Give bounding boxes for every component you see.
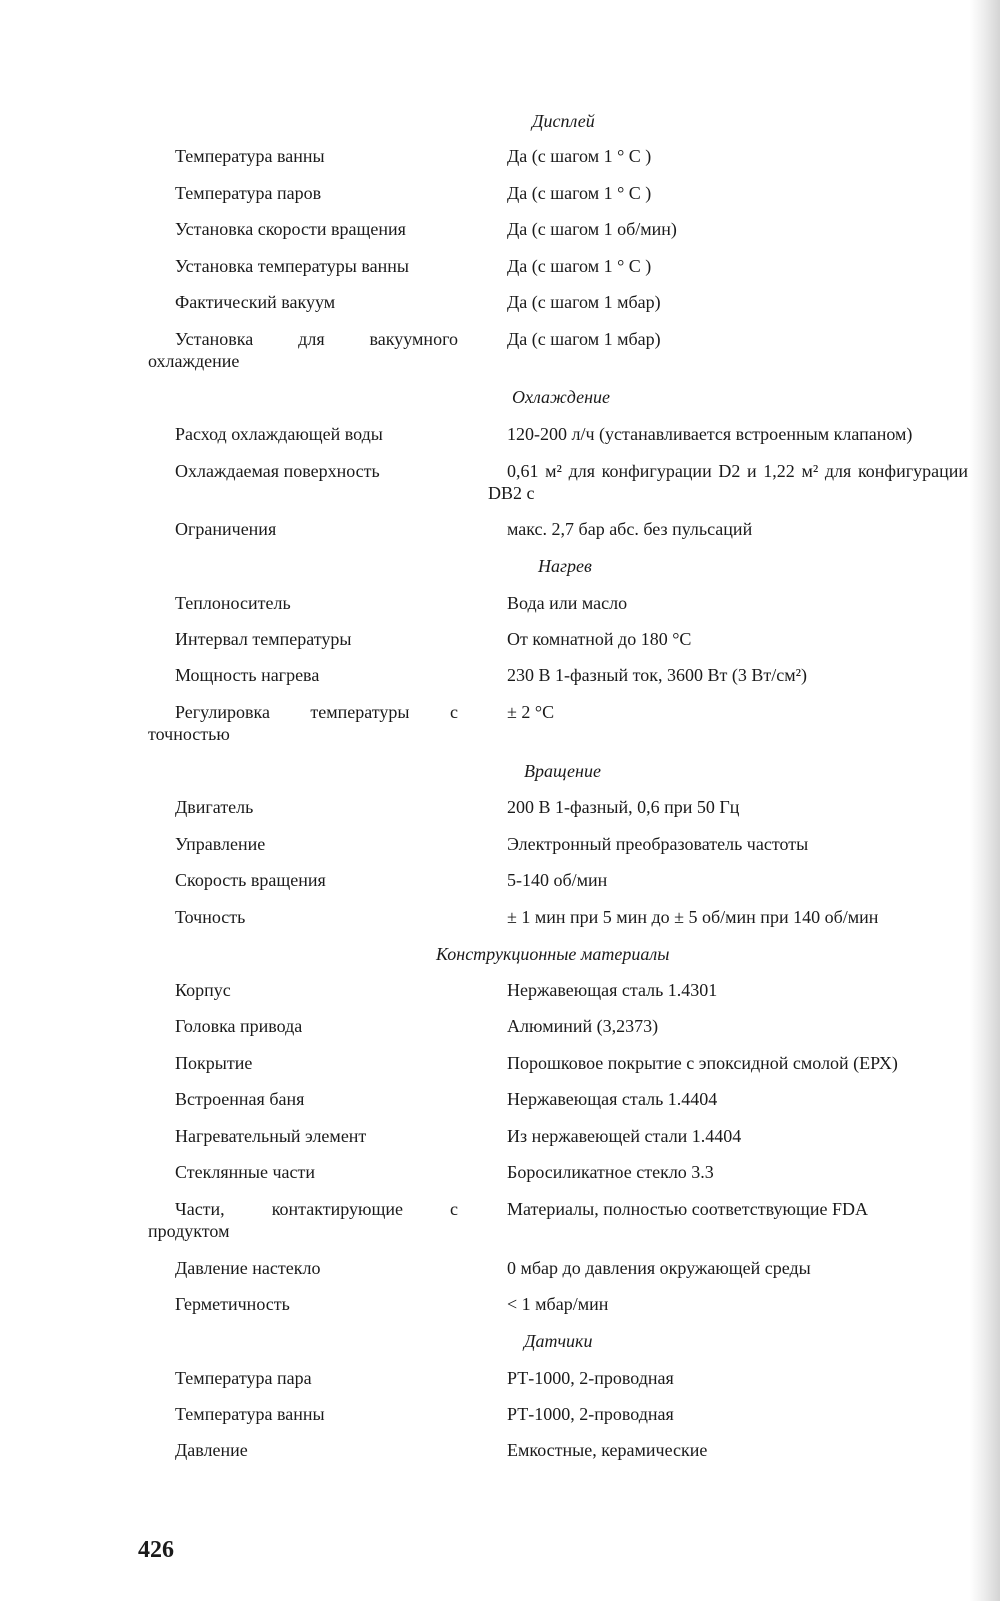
spec-value: Порошковое покрытие с эпоксидной смолой (ЕРХ) [507, 1053, 898, 1073]
spec-value: 120-200 л/ч (устанавливается встроенным клапаном) [507, 424, 913, 444]
spec-value: Да (с шагом 1 ° С ) [507, 256, 652, 276]
spec-label: Фактический вакуум [175, 292, 336, 312]
spec-label: Части, контактирующие с продуктом [148, 1199, 458, 1241]
spec-label: Стеклянные части [175, 1162, 316, 1182]
spec-label: Интервал температуры [175, 629, 352, 649]
spec-value: 0,61 м² для конфигурации D2 и 1,22 м² для конфигурации DB2 с [488, 461, 968, 503]
section-heading-materials: Конструкционные материалы [436, 944, 670, 964]
spec-label: Покрытие [175, 1053, 253, 1073]
spec-value: РТ-1000, 2-проводная [507, 1368, 674, 1388]
spec-value: Материалы, полностью соответствующие FDA [507, 1199, 868, 1219]
spec-value: ± 2 °С [507, 702, 555, 722]
spec-label: Герметичность [175, 1294, 290, 1314]
spec-value: Да (с шагом 1 об/мин) [507, 219, 677, 239]
spec-value: Да (с шагом 1 мбар) [507, 329, 661, 349]
spec-value: РТ-1000, 2-проводная [507, 1404, 674, 1424]
spec-value: Да (с шагом 1 мбар) [507, 292, 661, 312]
spec-label: Теплоноситель [175, 593, 291, 613]
spec-label: Управление [175, 834, 266, 854]
spec-label: Встроенная баня [175, 1089, 305, 1109]
spec-value: Емкостные, керамические [507, 1440, 708, 1460]
spec-label: Давление [175, 1440, 248, 1460]
spec-label: Двигатель [175, 797, 254, 817]
spec-label: Установка для вакуумного охлаждение [148, 329, 458, 371]
spec-value: 0 мбар до давления окружающей среды [507, 1258, 811, 1278]
spec-value: Из нержавеющей стали 1.4404 [507, 1126, 742, 1146]
spec-value: Да (с шагом 1 ° С ) [507, 183, 652, 203]
spec-label: Давление настекло [175, 1258, 321, 1278]
spec-value: Боросиликатное стекло 3.3 [507, 1162, 714, 1182]
spec-label: Охлаждаемая поверхность [175, 461, 380, 481]
spec-value: Нержавеющая сталь 1.4301 [507, 980, 718, 1000]
spec-label: Нагревательный элемент [175, 1126, 367, 1146]
spec-label: Регулировка температуры с точностью [148, 702, 458, 744]
spec-value: Вода или масло [507, 593, 628, 613]
spec-value: макс. 2,7 бар абс. без пульсаций [507, 519, 753, 539]
spec-value: 200 В 1-фазный, 0,6 при 50 Гц [507, 797, 740, 817]
spec-label: Мощность нагрева [175, 665, 320, 685]
section-heading-display: Дисплей [532, 111, 595, 131]
spec-label: Скорость вращения [175, 870, 326, 890]
spec-value: 5-140 об/мин [507, 870, 608, 890]
spec-label: Температура пара [175, 1368, 312, 1388]
spec-label: Установка скорости вращения [175, 219, 406, 239]
section-heading-heating: Нагрев [538, 556, 592, 576]
spec-label: Расход охлаждающей воды [175, 424, 383, 444]
spec-value: Электронный преобразователь частоты [507, 834, 809, 854]
section-heading-rotation: Вращение [524, 761, 601, 781]
spec-value: От комнатной до 180 °С [507, 629, 692, 649]
spec-label: Точность [175, 907, 246, 927]
section-heading-sensors: Датчики [524, 1331, 593, 1351]
spec-label: Корпус [175, 980, 231, 1000]
page-number: 426 [138, 1537, 174, 1563]
spec-label: Головка привода [175, 1016, 303, 1036]
spec-value: 230 В 1-фазный ток, 3600 Вт (3 Вт/см²) [507, 665, 808, 685]
spec-label: Температура ванны [175, 146, 325, 166]
spec-value: ± 1 мин при 5 мин до ± 5 об/мин при 140 об/мин [507, 907, 879, 927]
spec-value: Да (с шагом 1 ° С ) [507, 146, 652, 166]
spec-label: Ограничения [175, 519, 277, 539]
spec-value: < 1 мбар/мин [507, 1294, 609, 1314]
spec-value: Нержавеющая сталь 1.4404 [507, 1089, 718, 1109]
section-heading-cooling: Охлаждение [512, 387, 611, 407]
spec-label: Установка температуры ванны [175, 256, 409, 276]
spec-value: Алюминий (3,2373) [507, 1016, 659, 1036]
spec-label: Температура ванны [175, 1404, 325, 1424]
spec-label: Температура паров [175, 183, 322, 203]
